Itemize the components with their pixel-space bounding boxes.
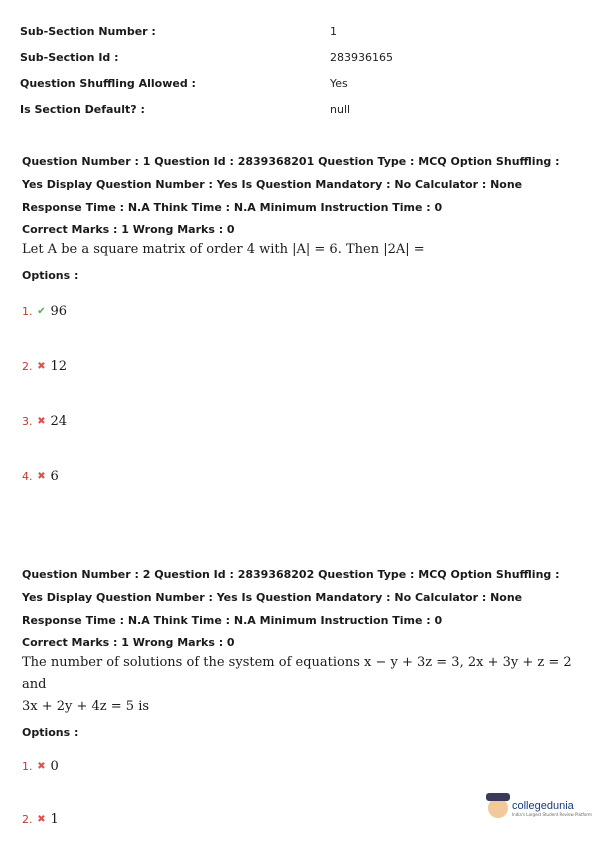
option-value: 0 [50,759,59,774]
question-block [22,150,582,484]
meta-label: Sub-Section Id : [20,50,119,64]
option-number: 1. [22,760,33,773]
collegedunia-logo [488,798,592,818]
section-meta [20,18,580,122]
meta-row [20,44,580,70]
option-1[interactable] [22,304,582,319]
question-header: Question Number : 1 Question Id : 2839368201 Question Type : MCQ Option Shuffling : Yes Display Question Number : Yes Is Question Mandatory : No Calculator : None Response Time : N.A Think Time : N.A Minimum Instruction Time : 0 [22,155,560,214]
options-label: Options : [22,726,79,739]
logo-tagline: India's Largest Student Review Platform [512,811,592,817]
option-number: 2. [22,813,33,826]
check-icon: ✔ [37,306,46,317]
meta-label: Question Shuffling Allowed : [20,76,196,90]
meta-value: null [330,102,351,116]
mascot-icon [488,798,508,818]
option-4[interactable] [22,469,582,484]
question-text: Let A be a square matrix of order 4 with |A| = 6. Then |2A| = [22,242,425,257]
meta-value: Yes [330,76,348,90]
meta-label: Sub-Section Number : [20,24,156,38]
cross-icon: ✖ [37,471,46,482]
option-value: 12 [50,359,68,374]
option-number: 1. [22,305,33,318]
meta-row [20,18,580,44]
option-number: 3. [22,415,33,428]
option-value: 96 [50,304,68,319]
question-text-line-2: 3x + 2y + 4z = 5 is [22,699,150,714]
cross-icon: ✖ [37,361,46,372]
meta-row [20,70,580,96]
question-marks: Correct Marks : 1 Wrong Marks : 0 [22,223,235,236]
option-3[interactable] [22,414,582,429]
option-number: 2. [22,360,33,373]
logo-name: collegedunia [512,799,574,812]
option-2[interactable] [22,359,582,374]
cross-icon: ✖ [37,416,46,427]
meta-row [20,96,580,122]
option-value: 24 [50,414,68,429]
cross-icon: ✖ [37,761,46,772]
option-value: 1 [50,812,59,827]
meta-value: 1 [330,24,337,38]
question-marks: Correct Marks : 1 Wrong Marks : 0 [22,636,235,649]
question-block [22,563,582,827]
meta-label: Is Section Default? : [20,102,145,116]
meta-value: 283936165 [330,50,393,64]
option-1[interactable] [22,759,582,774]
question-text-line-1: The number of solutions of the system of equations x − y + 3z = 3, 2x + 3y + z = 2 and [22,655,572,692]
option-value: 6 [50,469,59,484]
options-label: Options : [22,269,79,282]
cross-icon: ✖ [37,814,46,825]
question-header: Question Number : 2 Question Id : 2839368202 Question Type : MCQ Option Shuffling : Yes Display Question Number : Yes Is Question Mandatory : No Calculator : None Response Time : N.A Think Time : N.A Minimum Instruction Time : 0 [22,568,560,627]
option-number: 4. [22,470,33,483]
